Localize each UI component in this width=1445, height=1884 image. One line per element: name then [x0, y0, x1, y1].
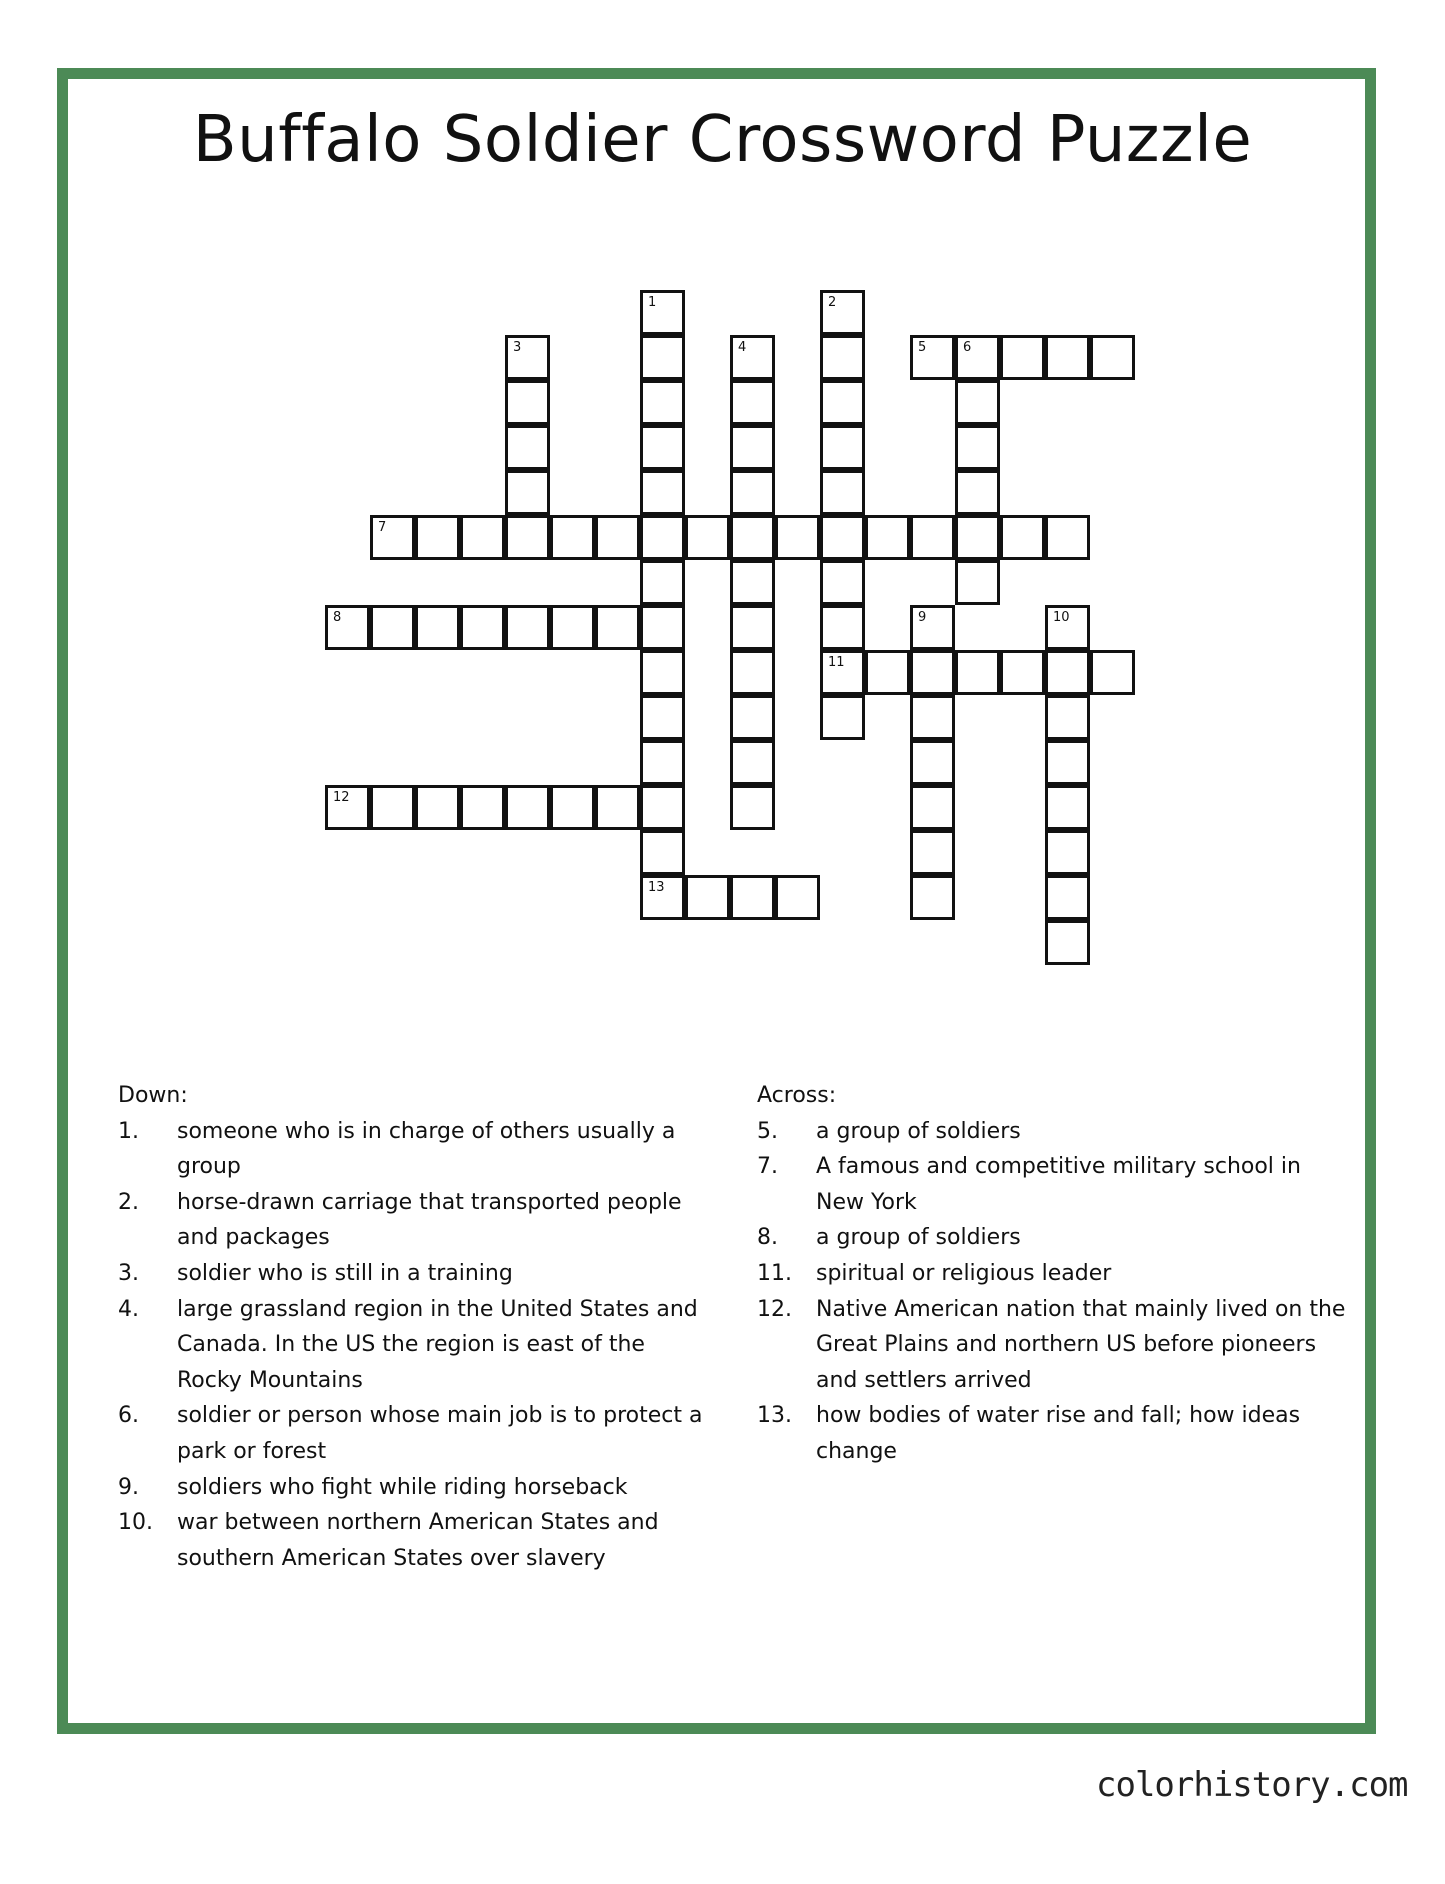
crossword-cell[interactable]	[505, 785, 550, 830]
crossword-cell[interactable]	[505, 470, 550, 515]
crossword-cell[interactable]	[820, 695, 865, 740]
clue-number: 4.	[118, 1296, 139, 1322]
crossword-cell[interactable]	[820, 425, 865, 470]
crossword-cell[interactable]	[775, 515, 820, 560]
crossword-cell[interactable]	[730, 650, 775, 695]
site-footer: colorhistory.com	[1096, 1765, 1408, 1805]
clue-item	[118, 1114, 708, 1185]
clue-text: a group of soldiers	[816, 1118, 1021, 1144]
clue-text: A famous and competitive military school in New York	[816, 1154, 1301, 1215]
crossword-cell[interactable]	[730, 470, 775, 515]
crossword-cell[interactable]	[640, 785, 685, 830]
crossword-cell[interactable]	[640, 290, 685, 335]
crossword-cell[interactable]	[460, 515, 505, 560]
clue-number-label: 2	[828, 295, 837, 310]
clue-number-label: 3	[513, 340, 522, 355]
clue-text: Native American nation that mainly lived on the Great Plains and northern US before pioneers and settlers arrived	[816, 1296, 1346, 1393]
crossword-cell[interactable]	[730, 875, 775, 920]
crossword-cell[interactable]	[505, 605, 550, 650]
clue-item	[757, 1292, 1347, 1399]
crossword-cell[interactable]	[1045, 515, 1090, 560]
clue-number: 2.	[118, 1189, 139, 1215]
crossword-cell[interactable]	[370, 605, 415, 650]
crossword-cell[interactable]	[1090, 335, 1135, 380]
crossword-cell[interactable]	[955, 425, 1000, 470]
crossword-cell[interactable]	[910, 605, 955, 650]
crossword-cell[interactable]	[820, 605, 865, 650]
clue-item	[757, 1220, 1347, 1256]
crossword-cell[interactable]	[1045, 920, 1090, 965]
crossword-cell[interactable]	[640, 695, 685, 740]
crossword-cell[interactable]	[595, 515, 640, 560]
clue-number: 6.	[118, 1403, 139, 1429]
crossword-cell[interactable]	[505, 515, 550, 560]
clue-item	[118, 1398, 708, 1469]
crossword-cell[interactable]	[550, 515, 595, 560]
crossword-cell[interactable]	[1045, 875, 1090, 920]
clue-item	[118, 1470, 708, 1506]
crossword-cell[interactable]	[910, 335, 955, 380]
crossword-cell[interactable]	[1045, 605, 1090, 650]
crossword-cell[interactable]	[640, 560, 685, 605]
clue-number: 12.	[757, 1296, 792, 1322]
clue-number-label: 13	[648, 880, 665, 895]
clue-item	[118, 1505, 708, 1576]
crossword-cell[interactable]	[730, 335, 775, 380]
clue-text: soldier who is still in a training	[177, 1260, 513, 1286]
clue-number: 1.	[118, 1118, 139, 1144]
crossword-cell[interactable]	[730, 740, 775, 785]
clue-text: war between northern American States and southern American States over slavery	[177, 1510, 659, 1571]
crossword-cell[interactable]	[1045, 740, 1090, 785]
down-clues	[118, 1078, 708, 1576]
crossword-cell[interactable]	[550, 605, 595, 650]
crossword-cell[interactable]	[640, 830, 685, 875]
crossword-cell[interactable]	[640, 605, 685, 650]
clue-number: 13.	[757, 1403, 792, 1429]
crossword-cell[interactable]	[415, 605, 460, 650]
clue-number-label: 8	[333, 610, 342, 625]
crossword-cell[interactable]	[640, 470, 685, 515]
crossword-cell[interactable]	[415, 785, 460, 830]
crossword-cell[interactable]	[820, 470, 865, 515]
crossword-cell[interactable]	[820, 380, 865, 425]
clue-number-label: 4	[738, 340, 747, 355]
crossword-cell[interactable]	[730, 560, 775, 605]
clue-number-label: 9	[918, 610, 927, 625]
crossword-cell[interactable]	[955, 335, 1000, 380]
crossword-cell[interactable]	[910, 875, 955, 920]
clue-item	[118, 1292, 708, 1399]
crossword-cell[interactable]	[1045, 785, 1090, 830]
crossword-cell[interactable]	[1045, 335, 1090, 380]
crossword-cell[interactable]	[820, 290, 865, 335]
crossword-cell[interactable]	[730, 605, 775, 650]
crossword-cell[interactable]	[370, 515, 415, 560]
crossword-cell[interactable]	[1090, 650, 1135, 695]
clue-text: large grassland region in the United States and Canada. In the US the region is east of the Rocky Mountains	[177, 1296, 698, 1393]
crossword-cell[interactable]	[730, 380, 775, 425]
crossword-cell[interactable]	[910, 740, 955, 785]
crossword-cell[interactable]	[640, 515, 685, 560]
crossword-cell[interactable]	[1000, 515, 1045, 560]
crossword-cell[interactable]	[910, 695, 955, 740]
clue-number: 7.	[757, 1154, 778, 1180]
crossword-cell[interactable]	[955, 470, 1000, 515]
crossword-cell[interactable]	[460, 605, 505, 650]
crossword-cell[interactable]	[910, 830, 955, 875]
crossword-cell[interactable]	[550, 785, 595, 830]
crossword-cell[interactable]	[820, 650, 865, 695]
crossword-cell[interactable]	[730, 695, 775, 740]
crossword-cell[interactable]	[820, 560, 865, 605]
crossword-cell[interactable]	[505, 425, 550, 470]
crossword-cell[interactable]	[1000, 335, 1045, 380]
crossword-cell[interactable]	[415, 515, 460, 560]
crossword-cell[interactable]	[1045, 695, 1090, 740]
clue-item	[757, 1398, 1347, 1469]
clue-number: 8.	[757, 1225, 778, 1251]
crossword-cell[interactable]	[325, 785, 370, 830]
clue-text: soldiers who fight while riding horseback	[177, 1474, 628, 1500]
clue-item	[118, 1256, 708, 1292]
crossword-cell[interactable]	[730, 515, 775, 560]
clue-number: 10.	[118, 1510, 153, 1536]
crossword-cell[interactable]	[370, 785, 415, 830]
crossword-cell[interactable]	[730, 425, 775, 470]
crossword-cell[interactable]	[640, 650, 685, 695]
crossword-cell[interactable]	[730, 785, 775, 830]
crossword-cell[interactable]	[595, 605, 640, 650]
crossword-cell[interactable]	[955, 650, 1000, 695]
clue-text: spiritual or religious leader	[816, 1260, 1112, 1286]
clue-number: 9.	[118, 1474, 139, 1500]
crossword-cell[interactable]	[955, 380, 1000, 425]
crossword-cell[interactable]	[640, 335, 685, 380]
crossword-cell[interactable]	[595, 785, 640, 830]
crossword-cell[interactable]	[865, 515, 910, 560]
crossword-cell[interactable]	[955, 560, 1000, 605]
crossword-cell[interactable]	[820, 335, 865, 380]
clue-number-label: 6	[963, 340, 972, 355]
clue-number-label: 10	[1053, 610, 1070, 625]
clue-number-label: 11	[828, 655, 845, 670]
clue-number: 5.	[757, 1118, 778, 1144]
crossword-cell[interactable]	[685, 515, 730, 560]
clue-number: 3.	[118, 1260, 139, 1286]
clue-number-label: 1	[648, 295, 657, 310]
down-heading: Down:	[118, 1083, 188, 1108]
crossword-cell[interactable]	[640, 425, 685, 470]
clue-number: 11.	[757, 1260, 792, 1286]
clue-item	[757, 1149, 1347, 1220]
clue-item	[757, 1114, 1347, 1150]
clue-text: a group of soldiers	[816, 1225, 1021, 1251]
crossword-cell[interactable]	[775, 875, 820, 920]
crossword-cell[interactable]	[910, 785, 955, 830]
crossword-cell[interactable]	[685, 875, 730, 920]
crossword-cell[interactable]	[1000, 650, 1045, 695]
crossword-cell[interactable]	[820, 515, 865, 560]
crossword-cell[interactable]	[640, 380, 685, 425]
clue-item	[757, 1256, 1347, 1292]
clue-number-label: 5	[918, 340, 927, 355]
crossword-cell[interactable]	[505, 380, 550, 425]
clue-text: how bodies of water rise and fall; how ideas change	[816, 1403, 1301, 1464]
crossword-cell[interactable]	[910, 650, 955, 695]
across-clues	[757, 1078, 1347, 1470]
clue-text: soldier or person whose main job is to protect a park or forest	[177, 1403, 703, 1464]
clue-number-label: 12	[333, 790, 350, 805]
crossword-cell[interactable]	[910, 515, 955, 560]
crossword-cell[interactable]	[325, 605, 370, 650]
page-title: Buffalo Soldier Crossword Puzzle	[192, 103, 1253, 177]
clue-text: someone who is in charge of others usually a group	[177, 1118, 676, 1180]
crossword-cell[interactable]	[505, 335, 550, 380]
crossword-cell[interactable]	[1045, 650, 1090, 695]
crossword-cell[interactable]	[1045, 830, 1090, 875]
crossword-cell[interactable]	[460, 785, 505, 830]
crossword-cell[interactable]	[955, 515, 1000, 560]
crossword-cell[interactable]	[865, 650, 910, 695]
clue-text: horse-drawn carriage that transported people and packages	[177, 1189, 682, 1251]
clue-item	[118, 1185, 708, 1256]
crossword-cell[interactable]	[640, 875, 685, 920]
clue-number-label: 7	[378, 520, 387, 535]
crossword-cell[interactable]	[640, 740, 685, 785]
across-heading: Across:	[757, 1083, 837, 1108]
